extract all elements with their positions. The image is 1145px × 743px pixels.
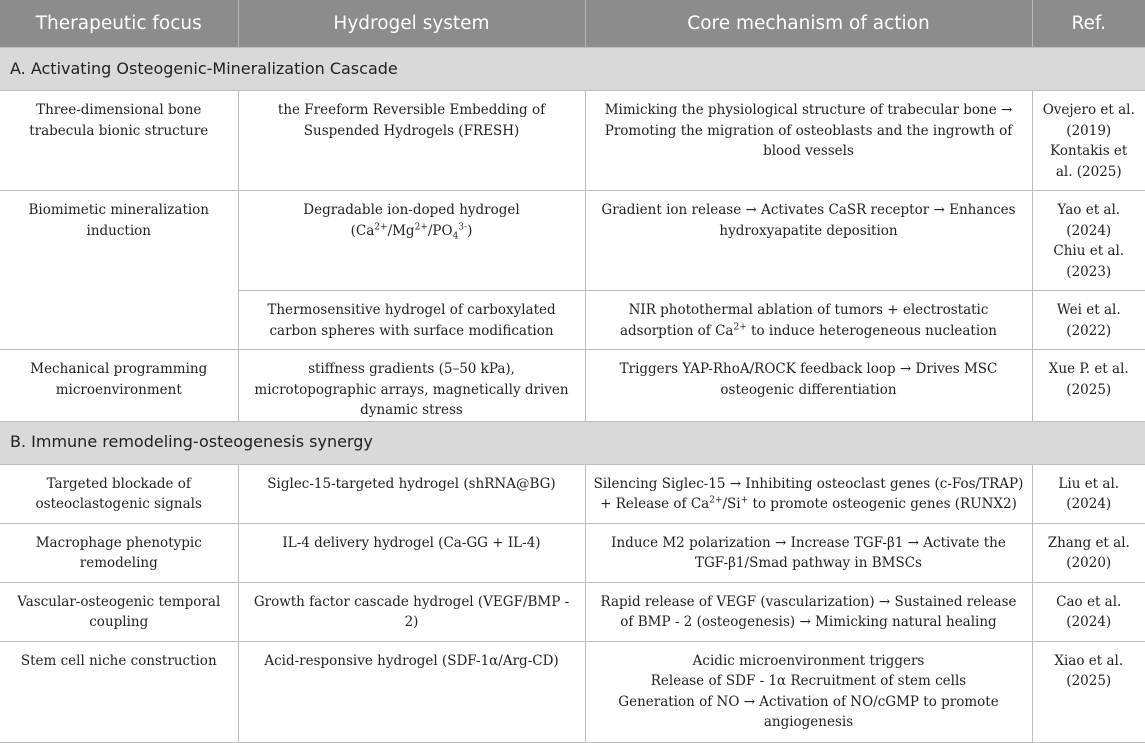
- system-cell: stiffness gradients (5–50 kPa), microtopographic arrays, magnetically driven dynamic stress: [238, 350, 585, 422]
- header-ref: Ref.: [1032, 0, 1145, 48]
- mechanism-text: to induce heterogeneous nucleation: [746, 322, 997, 339]
- focus-cell: Targeted blockade of osteoclastogenic signals: [0, 464, 238, 523]
- system-text: /PO: [427, 222, 453, 239]
- system-cell: [238, 191, 585, 291]
- focus-cell: Vascular-osteogenic temporal coupling: [0, 582, 238, 641]
- mechanism-line: Release of SDF - 1α Recruitment of stem cells: [650, 673, 967, 689]
- header-therapeutic-focus: Therapeutic focus: [0, 0, 238, 48]
- table-header-row: [0, 0, 1145, 48]
- ref-citation: Kontakis et al. (2025): [1050, 143, 1128, 180]
- section-row-b: [0, 421, 1145, 464]
- system-cell: Siglec-15-targeted hydrogel (shRNA@BG): [238, 464, 585, 523]
- ref-cell: [1032, 191, 1145, 291]
- system-cell: IL-4 delivery hydrogel (Ca-GG + IL-4): [238, 523, 585, 582]
- mechanism-text: to promote osteogenic genes (RUNX2): [748, 496, 1017, 512]
- subscript: 4: [452, 231, 459, 242]
- mechanism-line: Generation of NO → Activation of NO/cGMP to promote angiogenesis: [618, 693, 999, 730]
- mechanism-text: NIR photothermal ablation of tumors + electrostatic adsorption of Ca: [619, 302, 989, 339]
- superscript: 2+: [733, 322, 747, 332]
- system-cell: Acid-responsive hydrogel (SDF-1α/Arg-CD): [238, 641, 585, 742]
- section-row-a: [0, 48, 1145, 91]
- mechanism-line: Acidic microenvironment triggers: [692, 652, 925, 669]
- superscript: 2+: [709, 495, 723, 506]
- table-row: [0, 191, 1145, 291]
- table-row: [0, 91, 1145, 191]
- mechanism-text: /Si: [722, 496, 741, 512]
- table-row: [0, 641, 1145, 742]
- mechanism-cell: Triggers YAP-RhoA/ROCK feedback loop → Drives MSC osteogenic differentiation: [585, 350, 1032, 422]
- mechanism-text: Silencing Siglec-15 → Inhibiting osteoclast genes (c-Fos/TRAP) + Release of Ca: [593, 475, 1024, 512]
- section-a-title: A. Activating Osteogenic-Mineralization Cascade: [0, 48, 1145, 91]
- header-hydrogel-system: Hydrogel system: [238, 0, 585, 48]
- ref-cell: Cao et al. (2024): [1032, 582, 1145, 641]
- ref-citation: Yao et al. (2024): [1057, 202, 1121, 239]
- focus-cell: Biomimetic mineralization induction: [0, 191, 238, 350]
- header-core-mechanism: Core mechanism of action: [585, 0, 1032, 48]
- ref-citation: Ovejero et al. (2019): [1042, 102, 1135, 139]
- focus-cell: Three-dimensional bone trabecula bionic structure: [0, 91, 238, 191]
- superscript: +: [740, 495, 749, 506]
- ref-cell: Xue P. et al. (2025): [1032, 350, 1145, 422]
- mechanism-cell: [585, 291, 1032, 350]
- system-cell: the Freeform Reversible Embedding of Suspended Hydrogels (FRESH): [238, 91, 585, 191]
- superscript: 3-: [458, 222, 468, 232]
- table-row: [0, 350, 1145, 422]
- focus-cell: Stem cell niche construction: [0, 641, 238, 742]
- table-row: [0, 582, 1145, 641]
- mechanism-cell: Mimicking the physiological structure of trabecular bone → Promoting the migration of osteoblasts and the ingrowth of blood vessels: [585, 91, 1032, 191]
- ref-cell: Zhang et al. (2020): [1032, 523, 1145, 582]
- system-cell: Thermosensitive hydrogel of carboxylated carbon spheres with surface modification: [238, 291, 585, 350]
- system-text: ): [467, 222, 473, 239]
- mechanism-cell: Induce M2 polarization → Increase TGF-β1 → Activate the TGF-β1/Smad pathway in BMSCs: [585, 523, 1032, 582]
- system-text: Degradable ion-doped hydrogel (Ca: [303, 202, 520, 239]
- system-text: /Mg: [387, 222, 415, 239]
- ref-cell: Xiao et al. (2025): [1032, 641, 1145, 742]
- focus-cell: Mechanical programming microenvironment: [0, 350, 238, 422]
- ref-cell: Wei et al. (2022): [1032, 291, 1145, 350]
- mechanism-cell: Gradient ion release → Activates CaSR receptor → Enhances hydroxyapatite deposition: [585, 191, 1032, 291]
- system-cell: Growth factor cascade hydrogel (VEGF/BMP - 2): [238, 582, 585, 641]
- ref-cell: Liu et al. (2024): [1032, 464, 1145, 523]
- table-row: [0, 523, 1145, 582]
- mechanism-cell: Rapid release of VEGF (vascularization) → Sustained release of BMP - 2 (osteogenesis) → Mimicking natural healing: [585, 582, 1032, 641]
- focus-cell: Macrophage phenotypic remodeling: [0, 523, 238, 582]
- table-row: [0, 464, 1145, 523]
- superscript: 2+: [374, 222, 388, 232]
- mechanism-cell: [585, 641, 1032, 742]
- mechanism-cell: [585, 464, 1032, 523]
- ref-citation: Chiu et al. (2023): [1053, 243, 1125, 280]
- ref-cell: [1032, 91, 1145, 191]
- superscript: 2+: [414, 222, 428, 232]
- section-b-title: B. Immune remodeling-osteogenesis synergy: [0, 421, 1145, 464]
